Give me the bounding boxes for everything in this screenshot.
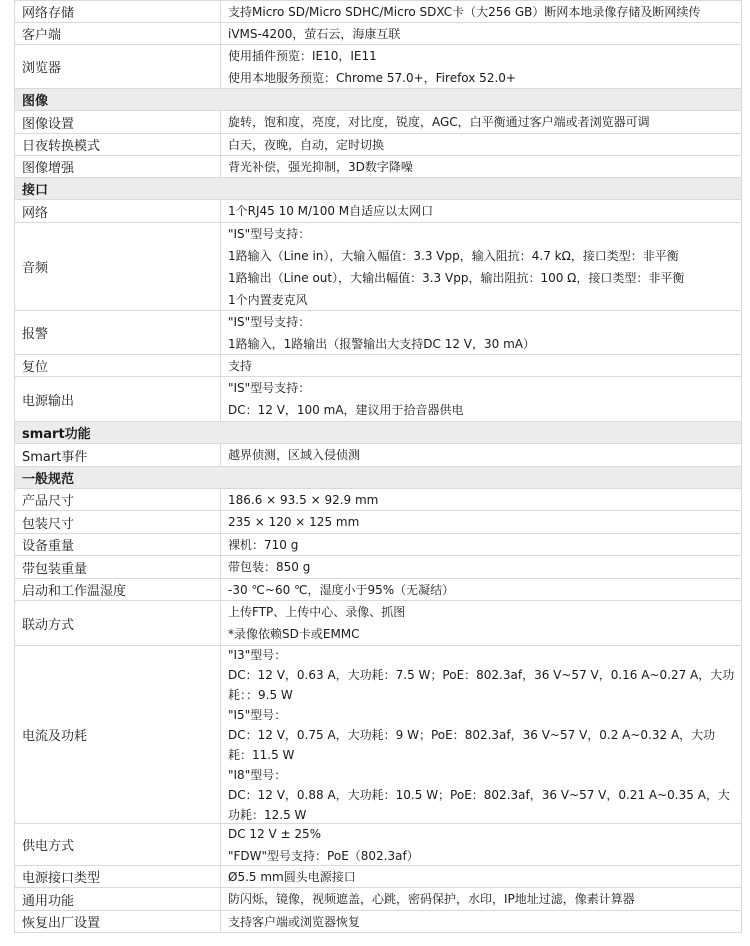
- spec-row: [14, 646, 742, 824]
- spec-value-line: 186.6 × 93.5 × 92.9 mm: [228, 492, 379, 507]
- spec-label: 电源接口类型: [14, 866, 221, 887]
- spec-row: [14, 134, 742, 156]
- spec-label: 浏览器: [14, 45, 221, 88]
- spec-value-line: iVMS-4200，萤石云，海康互联: [228, 26, 401, 41]
- spec-value-line: 支持: [228, 358, 253, 373]
- spec-value-line: 白天，夜晚，自动，定时切换: [228, 137, 385, 152]
- spec-value: [221, 534, 742, 555]
- spec-value: [221, 311, 742, 354]
- spec-value-line: 防闪烁，镜像，视频遮盖，心跳，密码保护，水印，IP地址过滤，像素计算器: [228, 892, 635, 906]
- spec-value: [221, 377, 742, 421]
- spec-value: [221, 601, 742, 645]
- spec-row: [14, 556, 742, 579]
- spec-label: 产品尺寸: [14, 489, 221, 510]
- spec-value: [221, 111, 742, 133]
- spec-table: [14, 0, 742, 933]
- spec-row: [14, 911, 742, 933]
- spec-row: [14, 23, 742, 45]
- spec-value-line: 裸机：710 g: [228, 537, 299, 552]
- spec-value-line: 1个内置麦克风: [228, 292, 308, 307]
- spec-value-line: 1路输入（Line in），大输入幅值：3.3 Vpp，输入阻抗：4.7 kΩ，接口类型：非平衡: [228, 248, 679, 263]
- spec-row: [14, 601, 742, 646]
- spec-value: [221, 579, 742, 600]
- spec-value-line: 背光补偿，强光抑制，3D数字降噪: [228, 159, 413, 174]
- spec-row: [14, 444, 742, 467]
- spec-value: [221, 646, 742, 823]
- spec-value-line: DC：12 V，0.75 A，大功耗：9 W；PoE：802.3af，36 V~57 V，0.2 A~0.32 A，大功耗：11.5 W: [228, 727, 716, 762]
- spec-value-line: 1个RJ45 10 M/100 M自适应以太网口: [228, 204, 434, 218]
- spec-value-line: -30 ℃~60 ℃，湿度小于95%（无凝结）: [228, 582, 455, 597]
- spec-value-line: DC：12 V，0.63 A，大功耗：7.5 W；PoE：802.3af，36 V~57 V，0.16 A~0.27 A，大功耗：：9.5 W: [228, 667, 735, 702]
- spec-value-line: "I3"型号：: [228, 647, 287, 662]
- spec-row: [14, 111, 742, 134]
- spec-row: [14, 534, 742, 556]
- spec-value: [221, 911, 742, 932]
- spec-label: 通用功能: [14, 888, 221, 910]
- spec-label: 网络: [14, 200, 221, 222]
- spec-label: 设备重量: [14, 534, 221, 555]
- spec-row: [14, 888, 742, 911]
- spec-value-line: "I5"型号：: [228, 707, 287, 722]
- spec-row: [14, 824, 742, 866]
- spec-label: 图像设置: [14, 111, 221, 133]
- spec-value-line: *录像依赖SD卡或EMMC: [228, 627, 360, 641]
- spec-label: 复位: [14, 355, 221, 376]
- spec-value: [221, 200, 742, 222]
- spec-label: Smart事件: [14, 444, 221, 466]
- spec-value: [221, 511, 742, 533]
- spec-value-line: 使用本地服务预览：Chrome 57.0+，Firefox 52.0+: [228, 70, 516, 85]
- spec-row: [14, 355, 742, 377]
- spec-value: [221, 489, 742, 510]
- spec-value: [221, 355, 742, 376]
- spec-value: [221, 866, 742, 887]
- spec-label: 电流及功耗: [14, 646, 221, 823]
- spec-value: [221, 556, 742, 578]
- spec-label: 电源输出: [14, 377, 221, 421]
- section-header: 接口: [14, 178, 742, 200]
- spec-row: [14, 156, 742, 178]
- spec-value-line: "FDW"型号支持：PoE（802.3af）: [228, 848, 419, 863]
- spec-label: 启动和工作温湿度: [14, 579, 221, 600]
- section-header: smart功能: [14, 422, 742, 444]
- spec-label: 报警: [14, 311, 221, 354]
- spec-label: 客户端: [14, 23, 221, 44]
- spec-label: 音频: [14, 223, 221, 310]
- spec-row: [14, 377, 742, 422]
- spec-label: 供电方式: [14, 824, 221, 865]
- section-header: 图像: [14, 89, 742, 111]
- spec-value-line: 带包装：850 g: [228, 560, 311, 574]
- spec-label: 日夜转换模式: [14, 134, 221, 155]
- spec-value-line: 越界侦测，区域入侵侦测: [228, 448, 361, 462]
- spec-value-line: Ø5.5 mm圆头电源接口: [228, 869, 356, 884]
- spec-row: [14, 311, 742, 355]
- spec-row: [14, 511, 742, 534]
- spec-row: [14, 223, 742, 311]
- spec-value-line: DC：12 V，100 mA，建议用于拾音器供电: [228, 403, 464, 417]
- spec-row: [14, 579, 742, 601]
- spec-value-line: 1路输入，1路输出（报警输出大支持DC 12 V，30 mA）: [228, 336, 535, 351]
- spec-value: [221, 23, 742, 44]
- spec-label: 带包装重量: [14, 556, 221, 578]
- spec-value-line: 上传FTP、上传中心、录像、抓图: [228, 605, 406, 619]
- spec-value-line: 使用插件预览：IE10，IE11: [228, 48, 377, 63]
- spec-row: [14, 866, 742, 888]
- spec-value-line: "I8"型号：: [228, 767, 287, 782]
- spec-value-line: 旋转，饱和度，亮度，对比度，锐度，AGC，白平衡通过客户端或者浏览器可调: [228, 115, 650, 129]
- spec-value: [221, 824, 742, 865]
- spec-value-line: "IS"型号支持：: [228, 226, 311, 241]
- section-header: 一般规范: [14, 467, 742, 489]
- spec-row: [14, 45, 742, 89]
- spec-value-line: 支持客户端或浏览器恢复: [228, 914, 361, 929]
- spec-label: 恢复出厂设置: [14, 911, 221, 932]
- spec-value-line: DC：12 V，0.88 A，大功耗：10.5 W；PoE：802.3af，36 V~57 V，0.21 A~0.35 A，大功耗：12.5 W: [228, 787, 730, 822]
- spec-value-line: 1路输出（Line out），大输出幅值：3.3 Vpp，输出阻抗：100 Ω，接口类型：非平衡: [228, 270, 685, 285]
- spec-label: 联动方式: [14, 601, 221, 645]
- spec-value-line: "IS"型号支持：: [228, 381, 311, 395]
- spec-value-line: 235 × 120 × 125 mm: [228, 515, 360, 529]
- spec-value-line: "IS"型号支持：: [228, 314, 311, 329]
- spec-value: [221, 156, 742, 177]
- spec-value: [221, 444, 742, 466]
- spec-row: [14, 489, 742, 511]
- spec-value-line: DC 12 V ± 25%: [228, 826, 322, 841]
- spec-value: [221, 1, 742, 22]
- spec-row: [14, 200, 742, 223]
- spec-row: [14, 0, 742, 23]
- spec-value: [221, 134, 742, 155]
- spec-value: [221, 223, 742, 310]
- spec-value: [221, 888, 742, 910]
- spec-label: 网络存储: [14, 1, 221, 22]
- spec-value-line: 支持Micro SD/Micro SDHC/Micro SDXC卡（大256 GB）断网本地录像存储及断网续传: [228, 4, 701, 19]
- spec-label: 包装尺寸: [14, 511, 221, 533]
- spec-value: [221, 45, 742, 88]
- spec-label: 图像增强: [14, 156, 221, 177]
